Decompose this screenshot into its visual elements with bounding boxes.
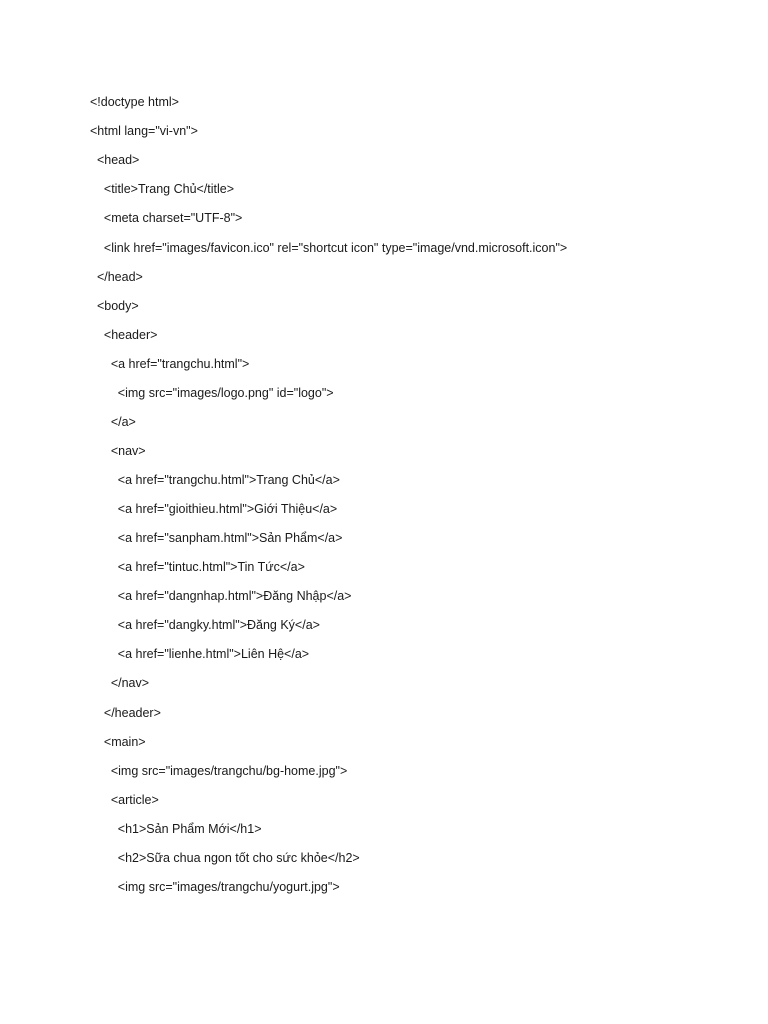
code-line: <main> [90, 735, 146, 749]
code-line: <head> [90, 153, 140, 167]
code-line: </header> [90, 706, 161, 720]
code-line: <a href="lienhe.html">Liên Hệ</a> [90, 647, 310, 661]
code-line: <article> [90, 793, 159, 807]
code-line: <img src="images/logo.png" id="logo"> [90, 386, 334, 400]
code-line: <h2>Sữa chua ngon tốt cho sức khỏe</h2> [90, 851, 360, 865]
code-line: </a> [90, 415, 136, 429]
code-line: <!doctype html> [90, 95, 179, 109]
code-line: <a href="tintuc.html">Tin Tức</a> [90, 560, 305, 574]
code-line: <a href="sanpham.html">Sản Phẩm</a> [90, 531, 343, 545]
code-line: <a href="trangchu.html">Trang Chủ</a> [90, 473, 340, 487]
code-line: <body> [90, 299, 139, 313]
code-line: <img src="images/trangchu/bg-home.jpg"> [90, 764, 348, 778]
code-line: <a href="dangky.html">Đăng Ký</a> [90, 618, 320, 632]
code-line: <nav> [90, 444, 146, 458]
code-line: <h1>Sản Phẩm Mới</h1> [90, 822, 262, 836]
code-line: <img src="images/trangchu/yogurt.jpg"> [90, 880, 340, 894]
code-line: <meta charset="UTF-8"> [90, 211, 243, 225]
code-line: <header> [90, 328, 158, 342]
code-line: <a href="gioithieu.html">Giới Thiệu</a> [90, 502, 338, 516]
code-line: </head> [90, 270, 143, 284]
code-line: <link href="images/favicon.ico" rel="shortcut icon" type="image/vnd.microsoft.icon"> [90, 241, 568, 255]
code-line: <html lang="vi-vn"> [90, 124, 198, 138]
code-line: <title>Trang Chủ</title> [90, 182, 235, 196]
code-line: <a href="dangnhap.html">Đăng Nhập</a> [90, 589, 352, 603]
code-line: </nav> [90, 676, 150, 690]
code-line: <a href="trangchu.html"> [90, 357, 250, 371]
